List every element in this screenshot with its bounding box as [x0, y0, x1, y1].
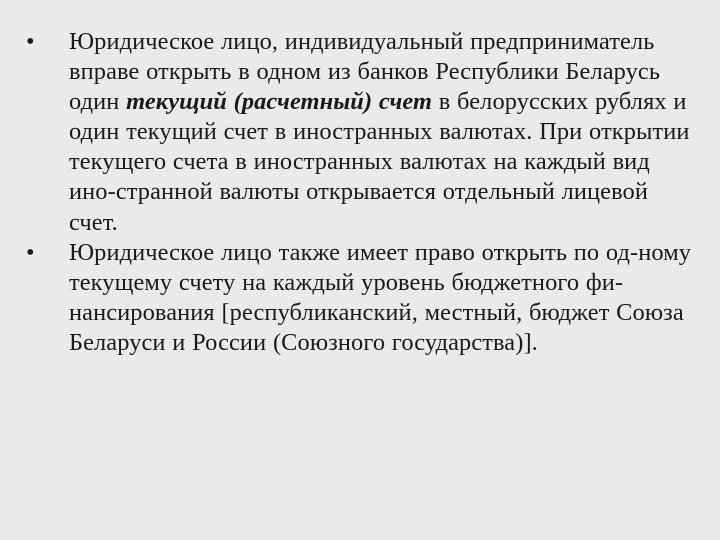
bullet-item-1 — [26, 27, 701, 238]
bullet-icon: • — [26, 28, 35, 55]
bullet-text-start: Юридическое лицо, индивидуальный предприниматель вправе открыть в одном из банков Республики Беларусь один — [69, 28, 661, 116]
bullet-text: Юридическое лицо также имеет право открыть по од-ному текущему счету на каждый уровень бюджетного фи-нансирования [республиканский, местный, бюджет Союза Беларуси и России (Союзного государства)]. — [69, 238, 692, 356]
bullet-text-emphasis: текущий (расчетный) счет — [126, 88, 433, 116]
bullet-icon: • — [26, 238, 35, 266]
bullet-item-2 — [26, 238, 701, 358]
bullet-text-end: в белорусских рублях и один текущий счет в иностранных валютах. При открытии текущего счета в иностранных валютах на каждый вид ино-странной валюты открывается отдельный лицевой счет. — [69, 88, 690, 236]
bullet-list — [26, 27, 701, 358]
